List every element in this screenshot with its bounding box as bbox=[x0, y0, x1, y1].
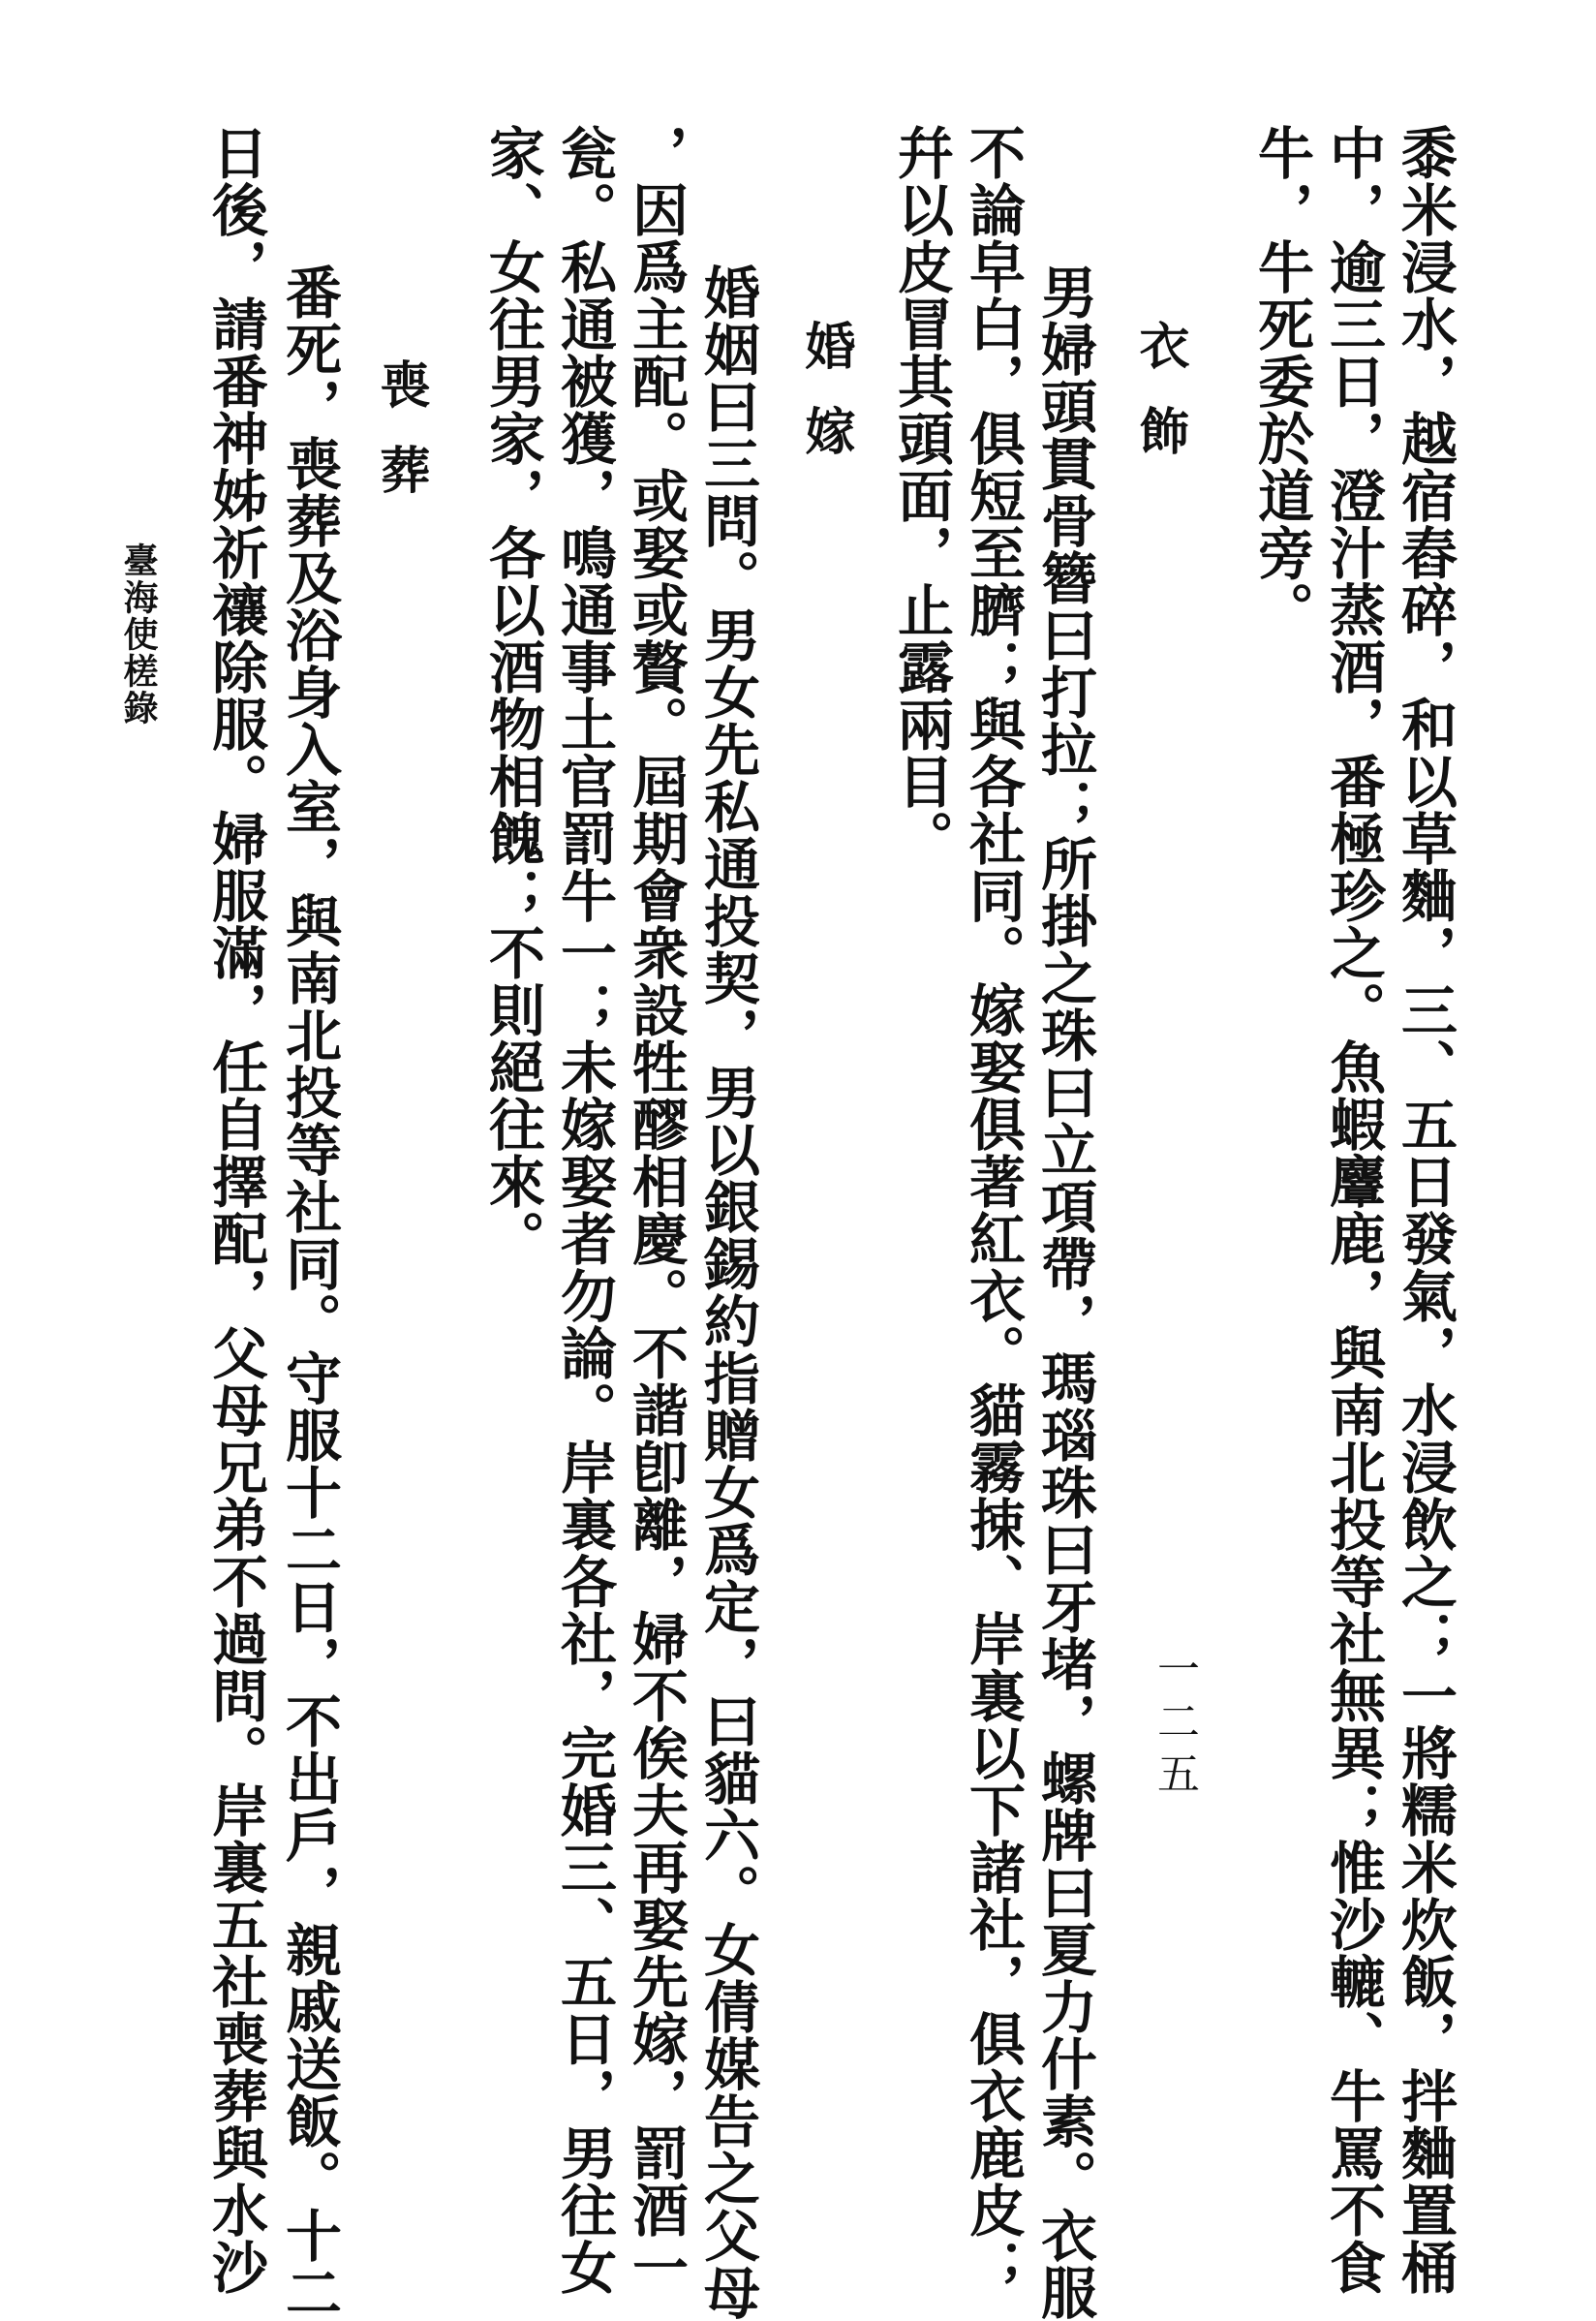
running-title: 臺海使槎錄 bbox=[118, 542, 159, 727]
text-column-12: 日後，請番神姊祈禳除服。婦服滿，任自擇配，父母兄弟不過問。岸裏五社喪葬與水沙 bbox=[202, 124, 268, 2296]
text-column-4: 男婦頭貫骨簪曰打拉；所掛之珠曰立項帶，瑪瑙珠曰牙堵，螺牌曰夏力什素。衣服 bbox=[1031, 263, 1097, 2321]
text-column-6: 幷以皮冒其頭面，止露兩目。 bbox=[888, 124, 954, 867]
page-number: 一二五 bbox=[1150, 1647, 1199, 1804]
section-heading-funeral: 喪葬 bbox=[371, 358, 430, 529]
text-column-9: 瓮。私通被獲，鳴通事土官罰牛一；未嫁娶者勿論。岸裏各社，完婚三、五日，男往女 bbox=[551, 124, 617, 2296]
section-heading-clothing: 衣飾 bbox=[1130, 320, 1189, 490]
text-column-11: 番死，喪葬及浴身入室，與南北投等社同。守服十二日，不出戶，親戚送飯。十二 bbox=[276, 263, 342, 2321]
text-column-8: ，因爲主配。或娶或贅。屆期會衆設牲醪相慶。不諧卽離，婦不俟夫再娶先嫁，罰酒一 bbox=[623, 124, 689, 2296]
text-column-7: 婚姻曰三問。男女先私通投契，男以銀錫約指贈女爲定，曰貓六。女倩媒告之父母 bbox=[694, 263, 760, 2321]
section-heading-marriage: 婚嫁 bbox=[796, 320, 855, 490]
text-column-3: 牛，牛死委於道旁。 bbox=[1248, 124, 1314, 638]
text-column-1: 黍米浸水，越宿舂碎，和以草麯，三、五日發氣，水浸飲之；一將糯米炊飯，拌麯置桶 bbox=[1392, 124, 1458, 2296]
text-column-2: 中，逾三日，澄汁蒸酒，番極珍之。魚蝦麞鹿，與南北投等社無異；惟沙轆、牛罵不食 bbox=[1320, 124, 1386, 2296]
text-column-5: 不論皁白，俱短至臍；與各社同。嫁娶俱著紅衣。貓霧捒、岸裏以下諸社，俱衣鹿皮； bbox=[960, 124, 1026, 2296]
text-column-10: 家、女往男家，各以酒物相餽；不則絕往來。 bbox=[479, 124, 545, 1267]
